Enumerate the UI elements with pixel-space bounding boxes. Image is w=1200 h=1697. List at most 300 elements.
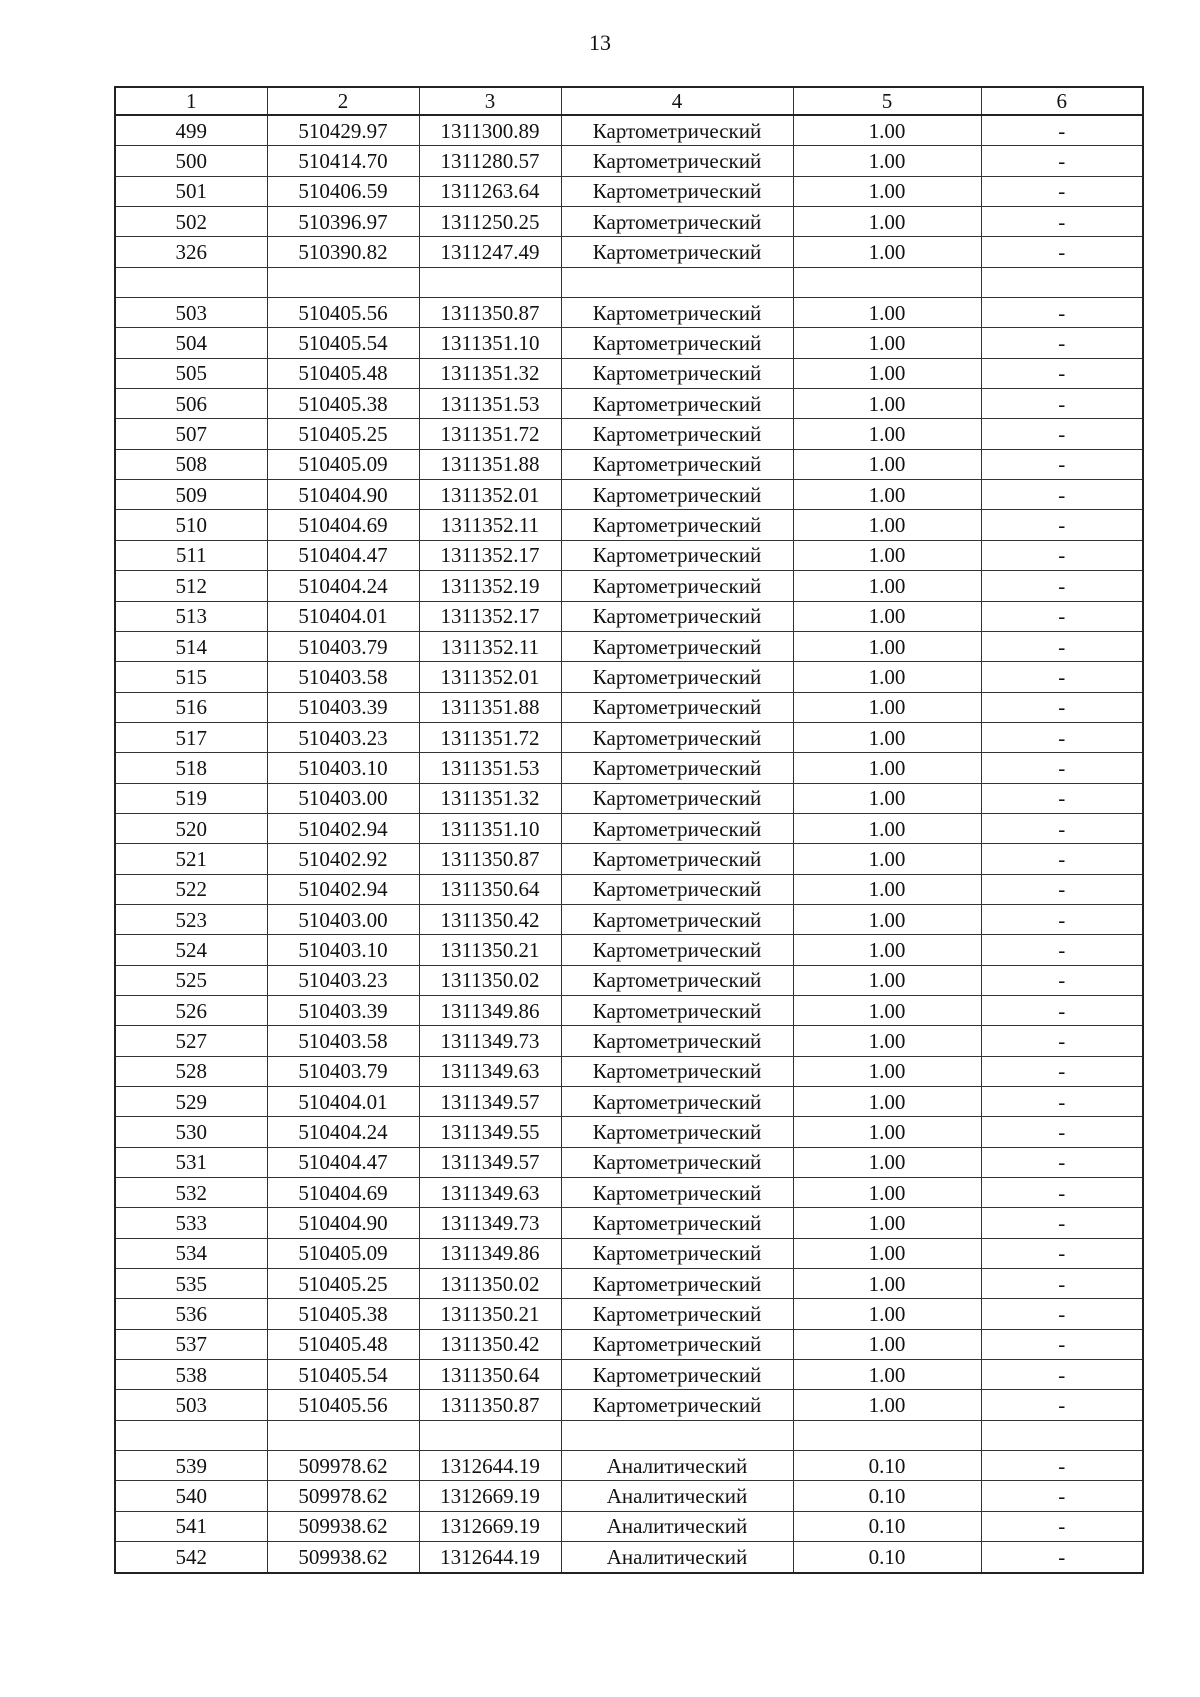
table-cell-col-5: 1.00 bbox=[793, 1329, 981, 1359]
table-cell-col-1: 523 bbox=[115, 904, 267, 934]
header-cell-6: 6 bbox=[981, 87, 1143, 115]
table-cell-col-5: 1.00 bbox=[793, 1269, 981, 1299]
table-cell-col-1: 510 bbox=[115, 510, 267, 540]
table-row bbox=[115, 207, 1143, 237]
table-cell-col-3: 1311300.89 bbox=[419, 115, 561, 146]
table-cell-col-3: 1311349.57 bbox=[419, 1147, 561, 1177]
table-cell-col-6: - bbox=[981, 995, 1143, 1025]
table-cell-col-2: 510404.47 bbox=[267, 1147, 419, 1177]
table-cell-col-6: - bbox=[981, 1299, 1143, 1329]
table-cell-col-1: 518 bbox=[115, 753, 267, 783]
table-cell-col-3: 1311247.49 bbox=[419, 237, 561, 267]
table-cell-col-5: 1.00 bbox=[793, 298, 981, 328]
table-cell-col-3: 1311352.17 bbox=[419, 601, 561, 631]
table-cell-col-3: 1312644.19 bbox=[419, 1451, 561, 1481]
table-cell-col-1: 506 bbox=[115, 389, 267, 419]
table-cell-col-4: Картометрический bbox=[561, 753, 793, 783]
table-cell-col-6: - bbox=[981, 389, 1143, 419]
table-cell-col-1: 503 bbox=[115, 1390, 267, 1420]
header-row bbox=[115, 87, 1143, 115]
table-row bbox=[115, 1208, 1143, 1238]
table-cell-col-5: 1.00 bbox=[793, 995, 981, 1025]
table-cell-col-1: 536 bbox=[115, 1299, 267, 1329]
table-row bbox=[115, 631, 1143, 661]
table-cell-col-2: 510406.59 bbox=[267, 176, 419, 206]
table-cell-col-2: 510403.39 bbox=[267, 692, 419, 722]
table-cell-col-5: 1.00 bbox=[793, 722, 981, 752]
table-cell-col-3: 1311350.87 bbox=[419, 844, 561, 874]
table-cell-col-1: 541 bbox=[115, 1511, 267, 1541]
table-cell-col-1: 500 bbox=[115, 146, 267, 176]
table-cell-col-6: - bbox=[981, 753, 1143, 783]
table-cell-col-4: Картометрический bbox=[561, 995, 793, 1025]
table-row bbox=[115, 1299, 1143, 1329]
table-cell-col-5: 1.00 bbox=[793, 1117, 981, 1147]
table-cell-col-1: 511 bbox=[115, 540, 267, 570]
table-cell-col-2: 510404.01 bbox=[267, 1087, 419, 1117]
table-cell-col-4: Картометрический bbox=[561, 540, 793, 570]
table-cell-col-4: Аналитический bbox=[561, 1451, 793, 1481]
header-cell-1: 1 bbox=[115, 87, 267, 115]
table-cell-col-4: Картометрический bbox=[561, 1360, 793, 1390]
table-row bbox=[115, 1117, 1143, 1147]
table-cell-col-2: 510402.94 bbox=[267, 813, 419, 843]
table-cell-col-3: 1311350.87 bbox=[419, 298, 561, 328]
table-cell-col-5: 1.00 bbox=[793, 692, 981, 722]
table-cell-col-2: 510405.38 bbox=[267, 1299, 419, 1329]
table-cell-col-2: 510404.24 bbox=[267, 571, 419, 601]
table-row bbox=[115, 874, 1143, 904]
table-cell-col-6: - bbox=[981, 844, 1143, 874]
table-cell-col-3: 1311352.01 bbox=[419, 480, 561, 510]
table-cell-col-3: 1311352.01 bbox=[419, 662, 561, 692]
table-row bbox=[115, 358, 1143, 388]
table-cell-col-6 bbox=[981, 267, 1143, 297]
table-cell-col-5: 1.00 bbox=[793, 904, 981, 934]
table-cell-col-3: 1312669.19 bbox=[419, 1481, 561, 1511]
table-cell-col-1: 529 bbox=[115, 1087, 267, 1117]
table-cell-col-6: - bbox=[981, 874, 1143, 904]
table-row bbox=[115, 480, 1143, 510]
table-cell-col-6: - bbox=[981, 1087, 1143, 1117]
table-cell-col-5: 0.10 bbox=[793, 1542, 981, 1573]
table-cell-col-2: 510404.69 bbox=[267, 510, 419, 540]
table-body bbox=[115, 115, 1143, 1573]
table-cell-col-6: - bbox=[981, 1481, 1143, 1511]
table-cell-col-1: 508 bbox=[115, 449, 267, 479]
table-cell-col-3: 1311351.72 bbox=[419, 419, 561, 449]
table-cell-col-6: - bbox=[981, 1178, 1143, 1208]
table-cell-col-4: Аналитический bbox=[561, 1542, 793, 1573]
table-header bbox=[115, 87, 1143, 115]
table-cell-col-6: - bbox=[981, 449, 1143, 479]
table-cell-col-3: 1311349.86 bbox=[419, 995, 561, 1025]
table-cell-col-2: 510402.92 bbox=[267, 844, 419, 874]
header-cell-4: 4 bbox=[561, 87, 793, 115]
table-cell-col-4: Картометрический bbox=[561, 1117, 793, 1147]
table-cell-col-5: 1.00 bbox=[793, 1208, 981, 1238]
table-row bbox=[115, 995, 1143, 1025]
table-cell-col-1: 504 bbox=[115, 328, 267, 358]
table-cell-col-6: - bbox=[981, 298, 1143, 328]
table-cell-col-6: - bbox=[981, 176, 1143, 206]
table-cell-col-4: Картометрический bbox=[561, 358, 793, 388]
table-cell-col-6: - bbox=[981, 480, 1143, 510]
table-cell-col-4: Картометрический bbox=[561, 1056, 793, 1086]
table-cell-col-4: Картометрический bbox=[561, 571, 793, 601]
table-row bbox=[115, 1238, 1143, 1268]
table-row bbox=[115, 844, 1143, 874]
table-cell-col-6: - bbox=[981, 1360, 1143, 1390]
table-cell-col-5: 1.00 bbox=[793, 783, 981, 813]
table-cell-col-6: - bbox=[981, 510, 1143, 540]
table-cell-col-5: 0.10 bbox=[793, 1451, 981, 1481]
table-cell-col-4: Картометрический bbox=[561, 237, 793, 267]
table-cell-col-5: 1.00 bbox=[793, 115, 981, 146]
table-row bbox=[115, 1147, 1143, 1177]
table-cell-col-1: 505 bbox=[115, 358, 267, 388]
table-cell-col-2: 510403.23 bbox=[267, 722, 419, 752]
table-cell-col-1: 522 bbox=[115, 874, 267, 904]
table-cell-col-3: 1311350.64 bbox=[419, 1360, 561, 1390]
table-row bbox=[115, 753, 1143, 783]
table-cell-col-5: 1.00 bbox=[793, 813, 981, 843]
table-cell-col-2: 509978.62 bbox=[267, 1451, 419, 1481]
table-cell-col-2: 510404.01 bbox=[267, 601, 419, 631]
table-cell-col-2: 510404.47 bbox=[267, 540, 419, 570]
table-cell-col-1: 514 bbox=[115, 631, 267, 661]
table-cell-col-6: - bbox=[981, 722, 1143, 752]
table-cell-col-6: - bbox=[981, 631, 1143, 661]
separator-row bbox=[115, 267, 1143, 297]
table-cell-col-3: 1311352.11 bbox=[419, 631, 561, 661]
table-cell-col-3: 1311349.63 bbox=[419, 1056, 561, 1086]
table-cell-col-4: Картометрический bbox=[561, 1147, 793, 1177]
table-cell-col-2: 510405.09 bbox=[267, 449, 419, 479]
table-row bbox=[115, 115, 1143, 146]
table-cell-col-5: 1.00 bbox=[793, 935, 981, 965]
table-cell-col-5: 1.00 bbox=[793, 1087, 981, 1117]
table-cell-col-1: 526 bbox=[115, 995, 267, 1025]
table-cell-col-2: 510414.70 bbox=[267, 146, 419, 176]
table-cell-col-4: Картометрический bbox=[561, 480, 793, 510]
table-cell-col-2: 510405.38 bbox=[267, 389, 419, 419]
table-cell-col-4: Картометрический bbox=[561, 1269, 793, 1299]
table-cell-col-4: Картометрический bbox=[561, 722, 793, 752]
table-cell-col-6: - bbox=[981, 1238, 1143, 1268]
table-row bbox=[115, 1511, 1143, 1541]
table-cell-col-3: 1311350.21 bbox=[419, 935, 561, 965]
table-cell-col-1: 516 bbox=[115, 692, 267, 722]
table-cell-col-5: 1.00 bbox=[793, 1147, 981, 1177]
table-cell-col-1: 542 bbox=[115, 1542, 267, 1573]
table-cell-col-5: 1.00 bbox=[793, 1390, 981, 1420]
table-cell-col-6: - bbox=[981, 237, 1143, 267]
table-row bbox=[115, 1390, 1143, 1420]
table-cell-col-5: 1.00 bbox=[793, 1026, 981, 1056]
table-cell-col-4: Картометрический bbox=[561, 419, 793, 449]
table-row bbox=[115, 237, 1143, 267]
table-cell-col-2 bbox=[267, 1420, 419, 1450]
table-row bbox=[115, 1481, 1143, 1511]
table-row bbox=[115, 449, 1143, 479]
table-cell-col-2: 510404.69 bbox=[267, 1178, 419, 1208]
table-cell-col-4: Картометрический bbox=[561, 510, 793, 540]
table-cell-col-1: 525 bbox=[115, 965, 267, 995]
table-row bbox=[115, 328, 1143, 358]
table-cell-col-1: 530 bbox=[115, 1117, 267, 1147]
table-cell-col-1: 520 bbox=[115, 813, 267, 843]
table-cell-col-1: 540 bbox=[115, 1481, 267, 1511]
table-cell-col-5: 1.00 bbox=[793, 176, 981, 206]
table-cell-col-1: 501 bbox=[115, 176, 267, 206]
table-cell-col-3: 1311349.63 bbox=[419, 1178, 561, 1208]
table-row bbox=[115, 176, 1143, 206]
table-cell-col-1: 517 bbox=[115, 722, 267, 752]
table-row bbox=[115, 389, 1143, 419]
table-cell-col-6: - bbox=[981, 540, 1143, 570]
table-cell-col-6: - bbox=[981, 358, 1143, 388]
table-row bbox=[115, 419, 1143, 449]
table-cell-col-6 bbox=[981, 1420, 1143, 1450]
table-cell-col-1: 515 bbox=[115, 662, 267, 692]
table-cell-col-2: 510404.24 bbox=[267, 1117, 419, 1147]
table-cell-col-3 bbox=[419, 1420, 561, 1450]
table-cell-col-1: 521 bbox=[115, 844, 267, 874]
table-cell-col-2: 510396.97 bbox=[267, 207, 419, 237]
table-cell-col-2: 510403.23 bbox=[267, 965, 419, 995]
table-cell-col-5: 1.00 bbox=[793, 449, 981, 479]
table-cell-col-6: - bbox=[981, 662, 1143, 692]
table-cell-col-3: 1311352.19 bbox=[419, 571, 561, 601]
table-cell-col-3: 1311350.02 bbox=[419, 1269, 561, 1299]
table-cell-col-5: 1.00 bbox=[793, 965, 981, 995]
table-cell-col-4: Картометрический bbox=[561, 176, 793, 206]
table-cell-col-1: 519 bbox=[115, 783, 267, 813]
table-cell-col-3: 1311263.64 bbox=[419, 176, 561, 206]
table-cell-col-4: Картометрический bbox=[561, 1329, 793, 1359]
table-cell-col-2: 510405.48 bbox=[267, 1329, 419, 1359]
table-cell-col-1: 539 bbox=[115, 1451, 267, 1481]
table-cell-col-4: Картометрический bbox=[561, 328, 793, 358]
table-cell-col-4: Картометрический bbox=[561, 631, 793, 661]
table-cell-col-1: 538 bbox=[115, 1360, 267, 1390]
table-cell-col-6: - bbox=[981, 207, 1143, 237]
table-cell-col-2: 509938.62 bbox=[267, 1542, 419, 1573]
table-cell-col-1: 326 bbox=[115, 237, 267, 267]
table-cell-col-3: 1312644.19 bbox=[419, 1542, 561, 1573]
table-row bbox=[115, 601, 1143, 631]
table-cell-col-5: 1.00 bbox=[793, 844, 981, 874]
table-cell-col-6: - bbox=[981, 813, 1143, 843]
table-row bbox=[115, 1360, 1143, 1390]
table-cell-col-3: 1311349.86 bbox=[419, 1238, 561, 1268]
table-row bbox=[115, 1026, 1143, 1056]
table-cell-col-2: 510403.58 bbox=[267, 662, 419, 692]
table-cell-col-4: Картометрический bbox=[561, 298, 793, 328]
table-cell-col-2: 510404.90 bbox=[267, 480, 419, 510]
table-cell-col-6: - bbox=[981, 965, 1143, 995]
table-cell-col-4: Картометрический bbox=[561, 874, 793, 904]
separator-row bbox=[115, 1420, 1143, 1450]
table-cell-col-3: 1311250.25 bbox=[419, 207, 561, 237]
table-cell-col-6: - bbox=[981, 419, 1143, 449]
table-cell-col-6: - bbox=[981, 1269, 1143, 1299]
table-cell-col-4: Картометрический bbox=[561, 692, 793, 722]
table-cell-col-5: 1.00 bbox=[793, 207, 981, 237]
table-cell-col-6: - bbox=[981, 1026, 1143, 1056]
table-row bbox=[115, 540, 1143, 570]
table-cell-col-5: 1.00 bbox=[793, 601, 981, 631]
table-row bbox=[115, 722, 1143, 752]
table-cell-col-6: - bbox=[981, 935, 1143, 965]
table-cell-col-2: 510390.82 bbox=[267, 237, 419, 267]
table-cell-col-4: Картометрический bbox=[561, 813, 793, 843]
table-cell-col-6: - bbox=[981, 783, 1143, 813]
table-cell-col-2: 510403.00 bbox=[267, 783, 419, 813]
table-cell-col-2: 509978.62 bbox=[267, 1481, 419, 1511]
table-cell-col-3: 1311349.73 bbox=[419, 1026, 561, 1056]
table-cell-col-4 bbox=[561, 1420, 793, 1450]
table-cell-col-6: - bbox=[981, 1117, 1143, 1147]
table-cell-col-4: Картометрический bbox=[561, 389, 793, 419]
table-cell-col-6: - bbox=[981, 1511, 1143, 1541]
table-cell-col-4: Картометрический bbox=[561, 1178, 793, 1208]
table-cell-col-3: 1311351.88 bbox=[419, 692, 561, 722]
table-cell-col-3: 1311351.32 bbox=[419, 358, 561, 388]
table-cell-col-6: - bbox=[981, 1208, 1143, 1238]
table-cell-col-1: 527 bbox=[115, 1026, 267, 1056]
table-row bbox=[115, 904, 1143, 934]
table-cell-col-5: 1.00 bbox=[793, 571, 981, 601]
table-cell-col-2: 510403.39 bbox=[267, 995, 419, 1025]
table-cell-col-1: 507 bbox=[115, 419, 267, 449]
table-cell-col-2: 510405.09 bbox=[267, 1238, 419, 1268]
table-cell-col-4: Картометрический bbox=[561, 1390, 793, 1420]
table-row bbox=[115, 571, 1143, 601]
table-cell-col-2: 510405.25 bbox=[267, 419, 419, 449]
table-cell-col-4: Картометрический bbox=[561, 783, 793, 813]
table-cell-col-4: Картометрический bbox=[561, 935, 793, 965]
table-cell-col-6: - bbox=[981, 1390, 1143, 1420]
table-cell-col-6: - bbox=[981, 1451, 1143, 1481]
table-cell-col-5: 1.00 bbox=[793, 510, 981, 540]
table-cell-col-2 bbox=[267, 267, 419, 297]
table-row bbox=[115, 783, 1143, 813]
table-row bbox=[115, 1178, 1143, 1208]
table-cell-col-1: 502 bbox=[115, 207, 267, 237]
page-number: 13 bbox=[589, 30, 611, 55]
table-cell-col-3: 1311351.10 bbox=[419, 813, 561, 843]
table-cell-col-4: Картометрический bbox=[561, 146, 793, 176]
table-cell-col-1: 535 bbox=[115, 1269, 267, 1299]
table-cell-col-5 bbox=[793, 267, 981, 297]
table-cell-col-3: 1311350.87 bbox=[419, 1390, 561, 1420]
table-cell-col-4: Картометрический bbox=[561, 1208, 793, 1238]
table-cell-col-2: 510403.79 bbox=[267, 631, 419, 661]
table-cell-col-4: Аналитический bbox=[561, 1481, 793, 1511]
table-cell-col-4: Картометрический bbox=[561, 844, 793, 874]
table-cell-col-5: 1.00 bbox=[793, 358, 981, 388]
table-cell-col-5: 1.00 bbox=[793, 389, 981, 419]
table-cell-col-1: 503 bbox=[115, 298, 267, 328]
table-row bbox=[115, 1451, 1143, 1481]
table-cell-col-1: 528 bbox=[115, 1056, 267, 1086]
header-cell-2: 2 bbox=[267, 87, 419, 115]
table-cell-col-5: 1.00 bbox=[793, 662, 981, 692]
table-cell-col-5: 1.00 bbox=[793, 1178, 981, 1208]
table-cell-col-4 bbox=[561, 267, 793, 297]
table-cell-col-5: 1.00 bbox=[793, 1238, 981, 1268]
table-cell-col-6: - bbox=[981, 1056, 1143, 1086]
table-cell-col-6: - bbox=[981, 904, 1143, 934]
table-cell-col-3: 1311351.88 bbox=[419, 449, 561, 479]
table-cell-col-5: 1.00 bbox=[793, 146, 981, 176]
table-cell-col-2: 510402.94 bbox=[267, 874, 419, 904]
table-cell-col-2: 510405.56 bbox=[267, 298, 419, 328]
table-cell-col-5: 1.00 bbox=[793, 874, 981, 904]
table-cell-col-2: 510405.48 bbox=[267, 358, 419, 388]
table-cell-col-2: 510403.79 bbox=[267, 1056, 419, 1086]
table-cell-col-5: 1.00 bbox=[793, 480, 981, 510]
table-cell-col-4: Картометрический bbox=[561, 1299, 793, 1329]
table-row bbox=[115, 1269, 1143, 1299]
table-cell-col-2: 510403.10 bbox=[267, 753, 419, 783]
table-cell-col-2: 510403.10 bbox=[267, 935, 419, 965]
table-row bbox=[115, 510, 1143, 540]
table-cell-col-3: 1311280.57 bbox=[419, 146, 561, 176]
table-cell-col-6: - bbox=[981, 601, 1143, 631]
table-cell-col-3: 1311351.53 bbox=[419, 753, 561, 783]
table-cell-col-3: 1311352.11 bbox=[419, 510, 561, 540]
table-cell-col-2: 510405.25 bbox=[267, 1269, 419, 1299]
table-cell-col-2: 510403.58 bbox=[267, 1026, 419, 1056]
table-cell-col-4: Картометрический bbox=[561, 662, 793, 692]
table-cell-col-4: Картометрический bbox=[561, 1087, 793, 1117]
table-row bbox=[115, 1542, 1143, 1573]
table-cell-col-1: 532 bbox=[115, 1178, 267, 1208]
table-cell-col-5: 1.00 bbox=[793, 540, 981, 570]
table-cell-col-3: 1311351.53 bbox=[419, 389, 561, 419]
table-cell-col-6: - bbox=[981, 115, 1143, 146]
table-cell-col-5: 1.00 bbox=[793, 631, 981, 661]
table-cell-col-3: 1311349.55 bbox=[419, 1117, 561, 1147]
table-cell-col-1: 512 bbox=[115, 571, 267, 601]
table-cell-col-6: - bbox=[981, 146, 1143, 176]
table-cell-col-6: - bbox=[981, 571, 1143, 601]
table-cell-col-4: Картометрический bbox=[561, 601, 793, 631]
table-cell-col-3: 1311351.32 bbox=[419, 783, 561, 813]
table-cell-col-3 bbox=[419, 267, 561, 297]
table-row bbox=[115, 965, 1143, 995]
table-row bbox=[115, 1087, 1143, 1117]
table-row bbox=[115, 1329, 1143, 1359]
table-cell-col-3: 1311350.42 bbox=[419, 904, 561, 934]
table-row bbox=[115, 146, 1143, 176]
table-cell-col-4: Картометрический bbox=[561, 965, 793, 995]
header-cell-5: 5 bbox=[793, 87, 981, 115]
table-cell-col-6: - bbox=[981, 1542, 1143, 1573]
table-cell-col-1: 513 bbox=[115, 601, 267, 631]
table-cell-col-2: 510405.56 bbox=[267, 1390, 419, 1420]
table-cell-col-3: 1312669.19 bbox=[419, 1511, 561, 1541]
table-cell-col-4: Аналитический bbox=[561, 1511, 793, 1541]
table-cell-col-2: 510405.54 bbox=[267, 1360, 419, 1390]
table-cell-col-1 bbox=[115, 1420, 267, 1450]
table-cell-col-1 bbox=[115, 267, 267, 297]
table-cell-col-3: 1311351.10 bbox=[419, 328, 561, 358]
table-cell-col-4: Картометрический bbox=[561, 1238, 793, 1268]
